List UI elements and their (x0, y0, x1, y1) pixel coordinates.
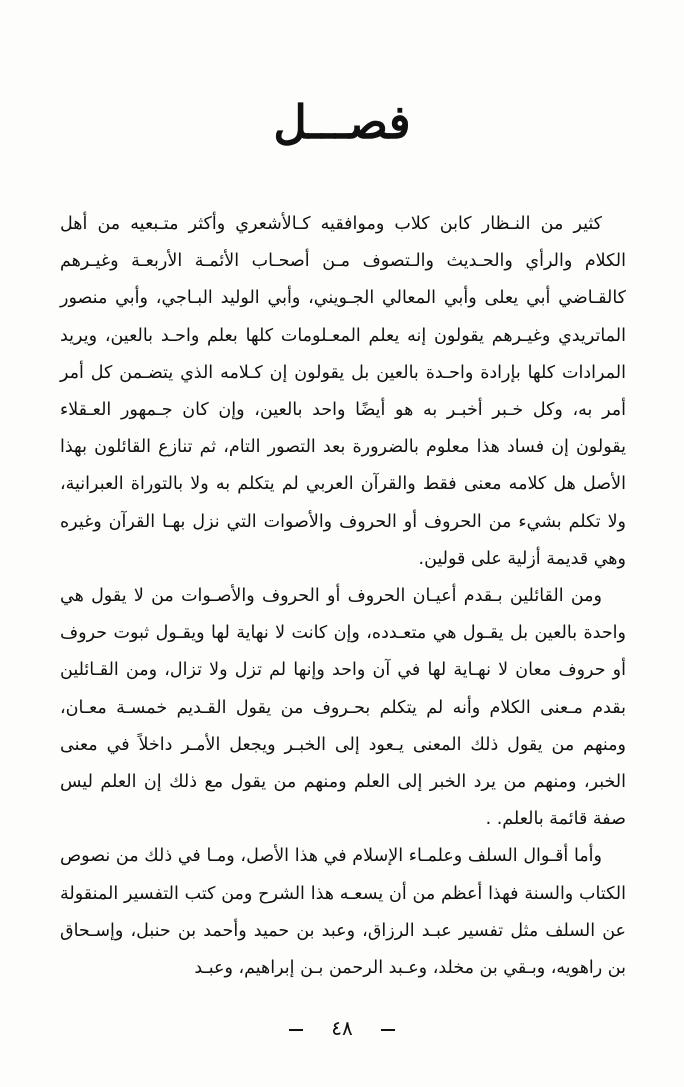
paragraph-1: كثير من النـظار كابن كلاب وموافقيه كـالأشعري وأكثر متـبعيه من أهل الكلام والرأي والحـديث والـتصوف مـن أصحـاب الأئمـة الأربعـة وغيـرهم كالقـاضي أبي يعلى وأبي المعالي الجـويني، وأبي الوليد البـاجي، وأبي منصور الماتريدي وغيـرهم يقولون إنه يعلم المعـلومات كلها بعلم واحـد بالعين، ويريد المرادات كلها بإرادة واحـدة بالعين بل يقولون إن كـلامه الذي يتضـمن كل أمر أمر به، وكل خـبر أخبـر به هو أيضًا واحد بالعين، وإن كان جـمهور العـقلاء يقولون إن فساد هذا معلوم بالضرورة بعد التصور التام، ثم تنازع القائلون بهذا الأصل هل كلامه معنى فقط والقرآن العربي لم يتكلم به ولا بالتوراة العبرانية، ولا تكلم بشيء من الحروف أو الحروف والأصوات التي نزل بهـا القرآن وغيره وهي قديمة أزلية على قولين. (60, 214, 626, 569)
right-dash (289, 1029, 303, 1031)
body-text (60, 206, 626, 987)
left-dash (381, 1029, 395, 1031)
paragraph-3: وأما أقـوال السلف وعلمـاء الإسلام في هذا الأصل، ومـا في ذلك من نصوص الكتاب والسنة فهذا أعظم من أن يسعـه هذا الشرح ومن كتب التفسير المنقولة عن السلف مثل تفسير عبـد الرزاق، وعبد بن حميد وأحمد بن حنبل، وإسـحاق بن راهويه، وبـقي بن مخلد، وعـبد الرحمن بـن إبراهيم، وعبـد (60, 846, 626, 979)
page-number: ٤٨ (331, 1016, 353, 1040)
section-heading: فصـــل (273, 95, 411, 149)
page-number-footer (0, 1016, 684, 1040)
paragraph-2: ومن القائلين بـقدم أعيـان الحروف أو الحروف والأصـوات من لا يقول هي واحدة بالعين بل يقـول هي متعـدده، وإن كانت لا نهاية لها ويقـول ثبوت حروف أو حروف معان لا نهـاية لها في آن واحد وإنها لم تزل ولا تزال، ومن القـائلين بقدم مـعنى الكلام وأنه لم يتكلم بحـروف من يقول القـديم خمسـة معـان، ومنهم من يقول ذلك المعنى يـعود إلى الخبـر ويجعل الأمـر داخلاً في معنى الخبر، ومنهم من يرد الخبر إلى العلم ومنهم من يقول مع ذلك إن العلم ليس صفة قائمة بالعلم. . (60, 586, 626, 830)
